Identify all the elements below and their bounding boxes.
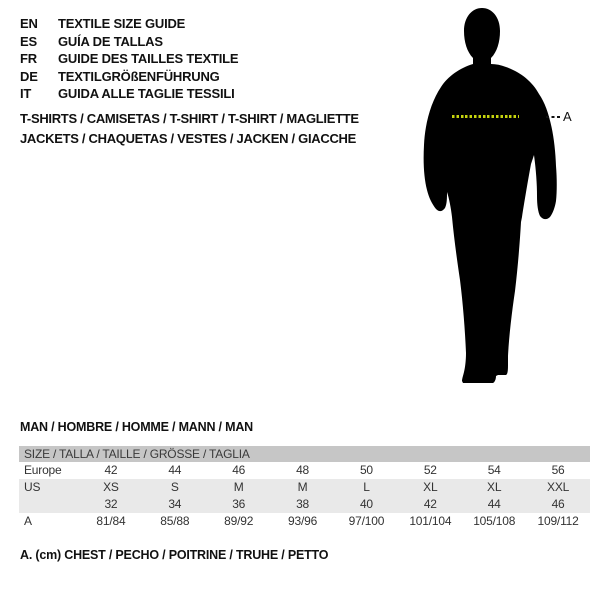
language-code: DE xyxy=(20,68,38,84)
language-row xyxy=(20,85,238,103)
table-cell: 101/104 xyxy=(409,514,452,528)
language-list xyxy=(20,15,238,103)
table-cell: 52 xyxy=(423,463,437,477)
man-silhouette-image xyxy=(420,8,562,388)
size-table-header: SIZE / TALLA / TAILLE / GRÖSSE / TAGLIA xyxy=(19,446,590,462)
category-line-tshirts: T-SHIRTS / CAMISETAS / T-SHIRT / T-SHIRT / MAGLIETTE xyxy=(20,111,359,126)
table-cell: XL xyxy=(423,480,438,494)
table-row xyxy=(19,462,590,479)
table-cell: 40 xyxy=(359,497,373,511)
table-cell: 54 xyxy=(487,463,501,477)
language-row xyxy=(20,33,238,51)
table-cell: 105/108 xyxy=(473,514,516,528)
table-cell: 34 xyxy=(168,497,182,511)
row-label xyxy=(19,496,79,513)
section-title-man: MAN / HOMBRE / HOMME / MANN / MAN xyxy=(20,420,253,434)
footnote-chest: A. (cm) CHEST / PECHO / POITRINE / TRUHE / PETTO xyxy=(20,548,329,562)
man-silhouette-path xyxy=(424,8,557,383)
table-cell: 42 xyxy=(423,497,437,511)
language-code: IT xyxy=(20,86,32,101)
language-row xyxy=(20,50,238,68)
table-cell: 50 xyxy=(359,463,373,477)
row-label: US xyxy=(24,480,41,494)
language-label: GUIDE DES TAILLES TEXTILE xyxy=(58,51,239,66)
language-label: TEXTILGRÖßENFÜHRUNG xyxy=(58,68,220,84)
measure-leader-dashes xyxy=(546,116,562,118)
table-cell: XS xyxy=(103,480,119,494)
table-cell: 89/92 xyxy=(224,514,254,528)
size-table xyxy=(19,446,590,530)
language-row xyxy=(20,68,238,86)
table-cell: 32 xyxy=(104,497,118,511)
table-cell: 109/112 xyxy=(537,514,579,528)
table-cell: 44 xyxy=(168,463,182,477)
table-cell: 46 xyxy=(551,497,565,511)
table-cell: 97/100 xyxy=(348,514,385,528)
table-cell: 81/84 xyxy=(96,514,126,528)
table-cell: 56 xyxy=(551,463,565,477)
table-row xyxy=(19,479,590,496)
table-cell: 44 xyxy=(487,497,501,511)
language-code: ES xyxy=(20,33,37,49)
measure-label-a: A xyxy=(563,109,572,124)
table-row xyxy=(19,496,590,513)
garment-categories xyxy=(20,109,359,148)
table-cell: 36 xyxy=(232,497,246,511)
table-cell: S xyxy=(170,480,179,494)
table-cell: 93/96 xyxy=(288,514,318,528)
language-row xyxy=(20,15,238,33)
language-code: EN xyxy=(20,16,38,31)
table-cell: L xyxy=(363,480,370,494)
language-label: GUÍA DE TALLAS xyxy=(58,33,163,49)
category-line-jackets: JACKETS / CHAQUETAS / VESTES / JACKEN / GIACCHE xyxy=(20,130,356,146)
size-table-rows xyxy=(19,462,590,530)
table-cell: M xyxy=(297,480,308,494)
table-cell: 46 xyxy=(232,463,246,477)
language-label: TEXTILE SIZE GUIDE xyxy=(58,16,186,31)
chest-measure-dashed-line xyxy=(452,115,519,118)
table-row xyxy=(19,513,590,530)
table-cell: 48 xyxy=(296,463,310,477)
table-cell: M xyxy=(233,480,244,494)
table-cell: XL xyxy=(487,480,502,494)
table-cell: 42 xyxy=(104,463,118,477)
language-code: FR xyxy=(20,51,37,66)
table-cell: 85/88 xyxy=(160,514,190,528)
language-label: GUIDA ALLE TAGLIE TESSILI xyxy=(58,86,235,101)
table-cell: 38 xyxy=(296,497,310,511)
table-cell: XXL xyxy=(547,480,570,494)
row-label: A xyxy=(24,514,32,528)
row-label: Europe xyxy=(24,463,62,477)
